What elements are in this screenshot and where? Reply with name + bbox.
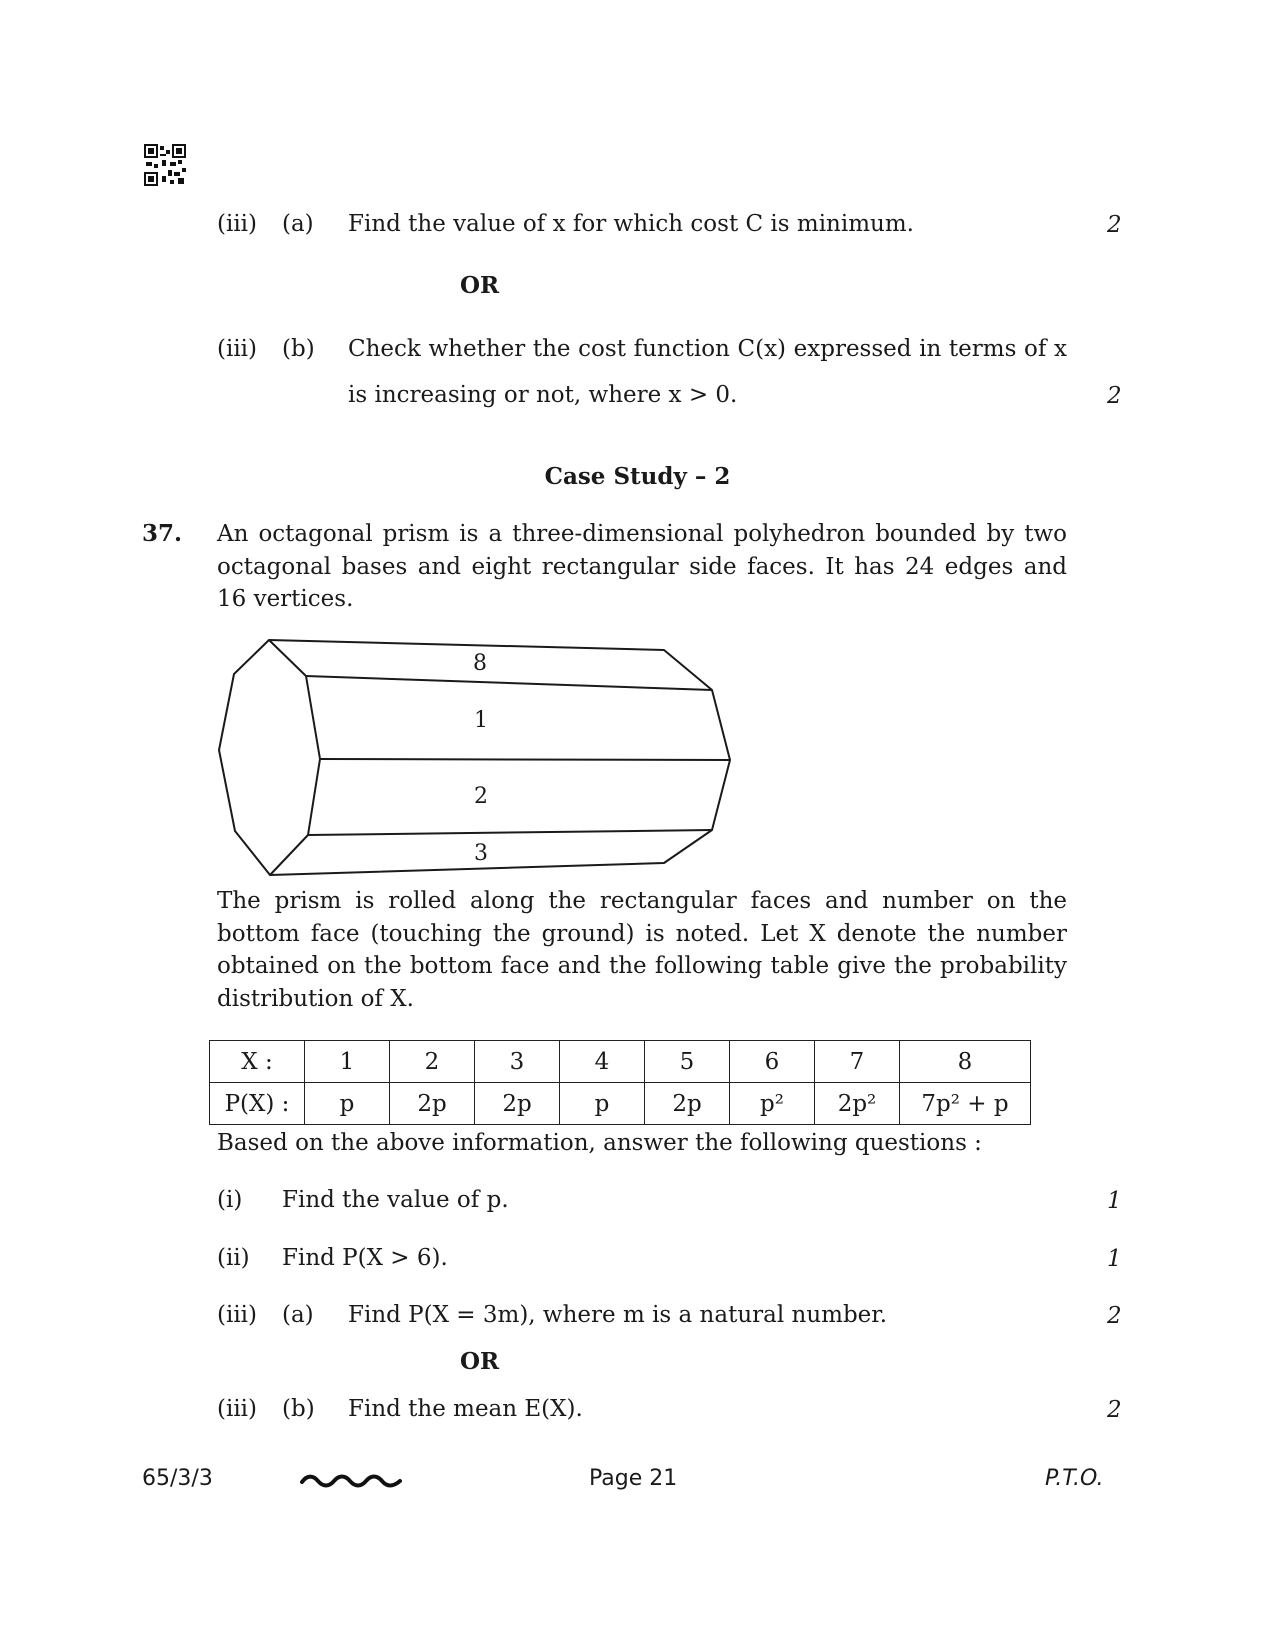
or-label-1: OR — [460, 272, 500, 299]
q37-i-text: Find the value of p. — [282, 1187, 509, 1213]
probability-table — [209, 1040, 1031, 1125]
table-cell: 2p — [645, 1083, 730, 1125]
q37-iii-b-letter: (b) — [282, 1396, 315, 1422]
table-cell: 6 — [730, 1041, 815, 1083]
q37-iii-a-marks: 2 — [1107, 1303, 1122, 1329]
or-label-2: OR — [460, 1348, 500, 1375]
table-cell: 2p — [390, 1083, 475, 1125]
page-number: Page 21 — [589, 1466, 678, 1491]
table-cell: 7 — [815, 1041, 900, 1083]
wave-decoration-icon — [300, 1472, 402, 1490]
q37-ii-text: Find P(X > 6). — [282, 1245, 448, 1271]
table-header-px: P(X) : — [210, 1083, 305, 1125]
face-label-top: 8 — [473, 651, 487, 676]
table-cell: 5 — [645, 1041, 730, 1083]
q37-i-num: (i) — [217, 1187, 243, 1213]
q36-part-a-num: (iii) — [217, 211, 258, 237]
table-cell: 3 — [475, 1041, 560, 1083]
q36-part-b-marks: 2 — [1107, 383, 1122, 409]
q37-iii-b-num: (iii) — [217, 1396, 258, 1422]
table-header-x: X : — [210, 1041, 305, 1083]
q37-iii-a-letter: (a) — [282, 1302, 314, 1328]
table-cell: 8 — [900, 1041, 1031, 1083]
q37-iii-a-text: Find P(X = 3m), where m is a natural number. — [348, 1302, 888, 1328]
table-cell: p — [560, 1083, 645, 1125]
q36-part-b-line1: Check whether the cost function C(x) expressed in terms of x — [348, 336, 1067, 362]
face-label-bottom: 3 — [474, 841, 488, 866]
q36-part-a-letter: (a) — [282, 211, 314, 237]
q37-ii-marks: 1 — [1107, 1246, 1122, 1272]
table-cell: p — [305, 1083, 390, 1125]
table-cell: 7p² + p — [900, 1083, 1031, 1125]
q37-iii-b-text: Find the mean E(X). — [348, 1396, 583, 1422]
table-cell: 2p² — [815, 1083, 900, 1125]
q36-part-b-line2: is increasing or not, where x > 0. — [348, 382, 738, 408]
case-study-title: Case Study – 2 — [544, 463, 731, 490]
table-cell: 2 — [390, 1041, 475, 1083]
table-cell: 1 — [305, 1041, 390, 1083]
table-cell: 4 — [560, 1041, 645, 1083]
q36-part-b-num: (iii) — [217, 336, 258, 362]
face-label-lower: 2 — [474, 784, 488, 809]
qr-code-icon — [144, 144, 186, 186]
question-number: 37. — [142, 520, 183, 547]
q37-intro: An octagonal prism is a three-dimensional polyhedron bounded by two octagonal bases and eight rectangular side faces. It has 24 edges and 16 vertices. — [217, 521, 1067, 612]
q37-ii-num: (ii) — [217, 1245, 250, 1271]
q37-lead: Based on the above information, answer the following questions : — [217, 1130, 982, 1156]
q37-iii-b-marks: 2 — [1107, 1397, 1122, 1423]
octagonal-prism-figure — [200, 630, 740, 890]
q36-part-a-text: Find the value of x for which cost C is minimum. — [348, 211, 914, 237]
pto-label: P.T.O. — [1045, 1466, 1104, 1491]
q37-i-marks: 1 — [1107, 1188, 1122, 1214]
q36-part-a-marks: 2 — [1107, 212, 1122, 238]
table-cell: 2p — [475, 1083, 560, 1125]
table-row — [210, 1041, 1031, 1083]
q36-part-b-letter: (b) — [282, 336, 315, 362]
face-label-upper: 1 — [474, 708, 488, 733]
q37-iii-a-num: (iii) — [217, 1302, 258, 1328]
paper-code: 65/3/3 — [142, 1466, 213, 1491]
table-cell: p² — [730, 1083, 815, 1125]
q37-para2: The prism is rolled along the rectangular faces and number on the bottom face (touching the ground) is noted. Let X denote the number obtained on the bottom face and the following table give the probability distribution of X. — [217, 888, 1067, 1012]
table-row — [210, 1083, 1031, 1125]
